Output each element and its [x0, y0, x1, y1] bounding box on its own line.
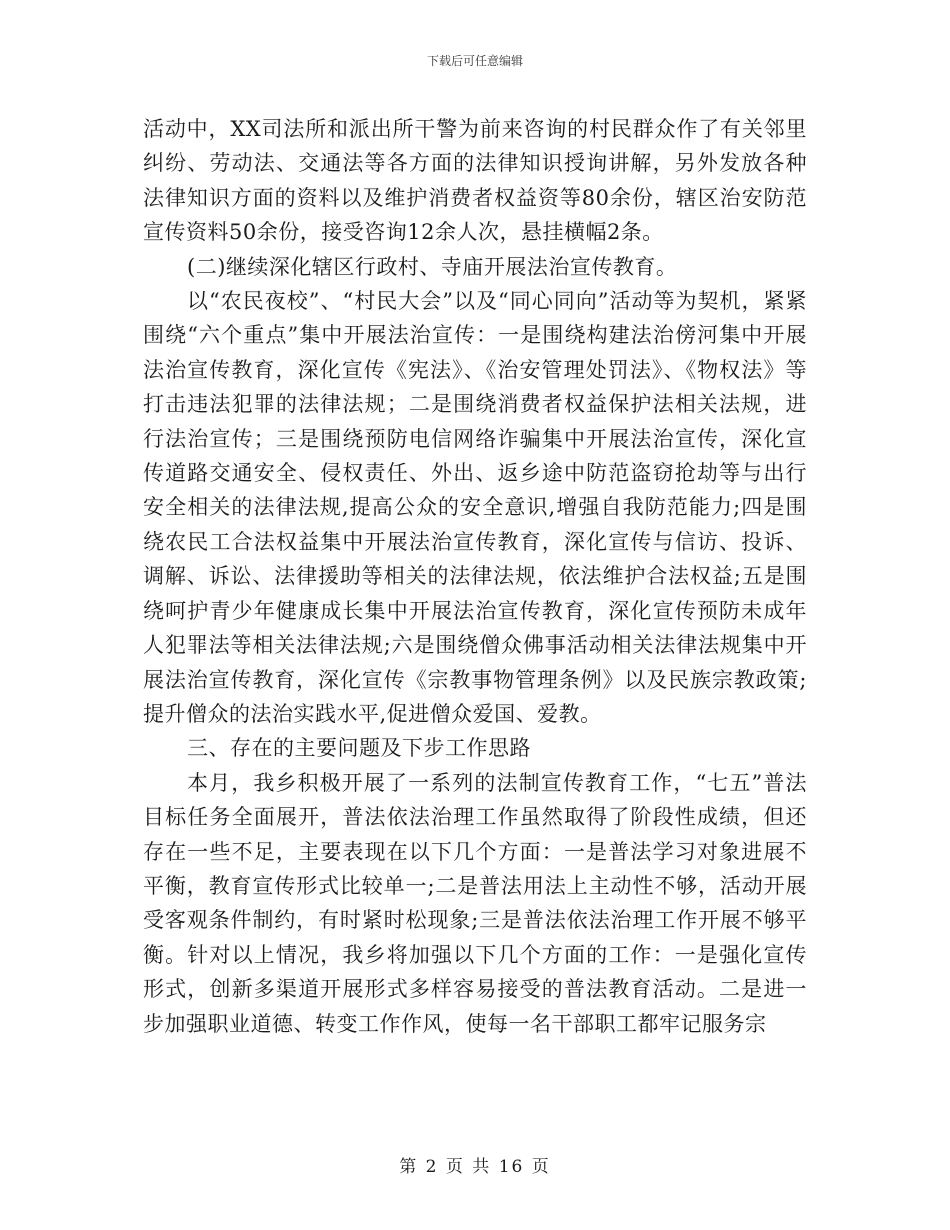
paragraph-activity-summary: 活动中，XX司法所和派出所干警为前来咨询的村民群众作了有关邻里纠纷、劳动法、交通法等各方面的法律知识授询讲解，另外发放各种法律知识方面的资料以及维护消费者权益资等80余份，辖区治安防范宣传资料50余份，接受咨询12余人次，悬挂横幅2条。 — [143, 117, 807, 245]
page-number-footer: 第 2 页 共 16 页 — [399, 1157, 551, 1177]
paragraph-six-focus-points: 以“农民夜校”、“村民大会”以及“同心同向”活动等为契机，紧紧围绕“六个重点”集中开展法治宣传：一是围绕构建法治傍河集中开展法治宣传教育，深化宣传《宪法》、《治安管理处罚法》、《物权法》等打击违法犯罪的法律法规；二是围绕消费者权益保护法相关法规，进行法治宣传；三是围绕预防电信网络诈骗集中开展法治宣传，深化宣传道路交通安全、侵权责任、外出、返乡途中防范盗窃抢劫等与出行安全相关的法律法规,提高公众的安全意识,增强自我防范能力;四是围绕农民工合法权益集中开展法治宣传教育，深化宣传与信访、投诉、调解、诉讼、法律援助等相关的法律法规，依法维护合法权益;五是围绕呵护青少年健康成长集中开展法治宣传教育，深化宣传预防未成年人犯罪法等相关法律法规;六是围绕僧众佛事活动相关法律法规集中开展法治宣传教育，深化宣传《宗教事物管理条例》以及民族宗教政策;提升僧众的法治实践水平,促进僧众爱国、爱教。 — [143, 289, 807, 726]
page-header-note: 下载后可任意编辑 — [426, 54, 523, 68]
paragraph-problems-and-plans: 本月，我乡积极开展了一系列的法制宣传教育工作，“七五”普法目标任务全面展开，普法依法治理工作虽然取得了阶段性成绩，但还存在一些不足，主要表现在以下几个方面：一是普法学习对象进展不平衡，教育宣传形式比较单一;二是普法用法上主动性不够，活动开展受客观条件制约，有时紧时松现象;三是普法依法治理工作开展不够平衡。针对以上情况，我乡将加强以下几个方面的工作：一是强化宣传形式，创新多渠道开展形式多样容易接受的普法教育活动。二是进一步加强职业道德、转变工作作风，使每一名干部职工都牢记服务宗 — [143, 770, 807, 1036]
section-heading-2: (二)继续深化辖区行政村、寺庙开展法治宣传教育。 — [187, 254, 678, 279]
section-heading-3: 三、存在的主要问题及下步工作思路 — [187, 736, 531, 761]
document-body — [143, 112, 807, 1041]
